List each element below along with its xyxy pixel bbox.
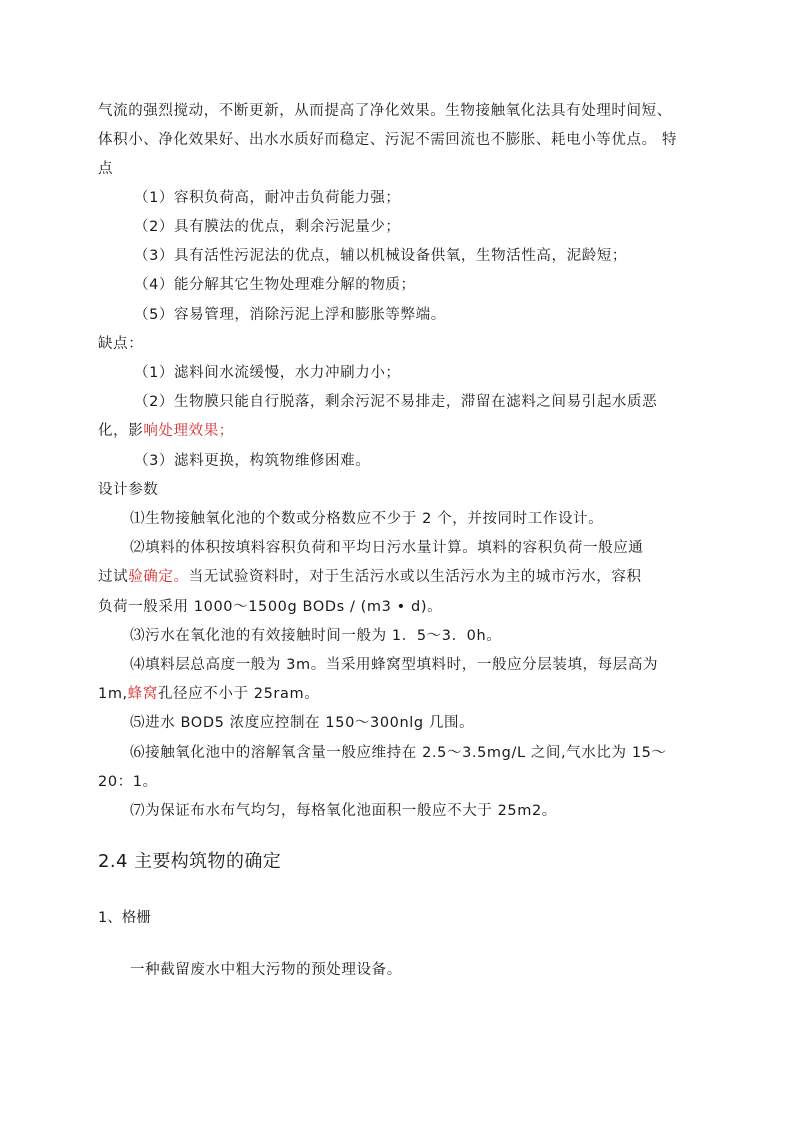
subsection-title: 1、格栅 bbox=[98, 910, 151, 926]
highlight-text: 验确定。 bbox=[128, 569, 189, 585]
design-param-3: ⑶污水在氧化池的有效接触时间一般为 1．5～3．0h。 bbox=[130, 628, 502, 644]
intro-line-1: 气流的强烈搅动，不断更新，从而提高了净化效果。生物接触氧化法具有处理时间短、 bbox=[98, 103, 672, 119]
design-param-1: ⑴生物接触氧化池的个数或分格数应不少于 2 个，并按同时工作设计。 bbox=[130, 511, 604, 527]
subsection-body: 一种截留废水中粗大污物的预处理设备。 bbox=[130, 962, 402, 978]
section-heading: 2.4 主要构筑物的确定 bbox=[98, 851, 282, 872]
feature-item-1: （1）容积负荷高，耐冲击负荷能力强； bbox=[134, 190, 401, 206]
design-param-2-line-2 bbox=[98, 567, 642, 587]
design-param-2-line-1: ⑵填料的体积按填料容积负荷和平均日污水量计算。填料的容积负荷一般应通 bbox=[130, 540, 644, 556]
highlight-text: 蜂窝 bbox=[127, 686, 158, 702]
design-param-4-text-a: 1m, bbox=[98, 686, 128, 702]
design-param-4-text-b: 孔径应不小于 25ram。 bbox=[157, 686, 320, 702]
drawback-item-3: （3）滤料更换，构筑物维修困难。 bbox=[134, 453, 371, 469]
feature-item-2: （2）具有膜法的优点，剩余污泥量少； bbox=[134, 219, 401, 235]
drawback-item-2-text: 化，影 bbox=[98, 423, 144, 439]
drawback-item-2-line-1: （2）生物膜只能自行脱落，剩余污泥不易排走，滞留在滤料之间易引起水质恶 bbox=[134, 394, 658, 410]
feature-item-4: （4）能分解其它生物处理难分解的物质； bbox=[134, 277, 416, 293]
design-param-7: ⑺为保证布水布气均匀，每格氧化池面积一般应不大于 25m2。 bbox=[130, 803, 557, 819]
drawbacks-title: 缺点： bbox=[98, 336, 144, 352]
design-param-2-text-a: 过试 bbox=[98, 569, 129, 585]
drawback-item-1: （1）滤料间水流缓慢，水力冲刷力小； bbox=[134, 365, 401, 381]
design-param-4-line-1: ⑷填料层总高度一般为 3m。当采用蜂窝型填料时，一般应分层装填，每层高为 bbox=[130, 657, 659, 673]
design-params-title: 设计参数 bbox=[98, 482, 159, 498]
design-param-2-line-3: 负荷一般采用 1000～1500g BODs / (m3 • d)。 bbox=[98, 599, 443, 615]
feature-item-3: （3）具有活性污泥法的优点，辅以机械设备供氧，生物活性高，泥龄短； bbox=[134, 248, 628, 264]
highlight-text: 响处理效果； bbox=[143, 423, 234, 439]
design-param-2-text-b: 当无试验资料时，对于生活污水或以生活污水为主的城市污水，容积 bbox=[188, 569, 642, 585]
drawback-item-2-line-2 bbox=[98, 421, 234, 441]
design-param-4-line-2 bbox=[98, 684, 319, 704]
intro-line-2: 体积小、净化效果好、出水水质好而稳定、污泥不需回流也不膨胀、耗电小等优点。 特 bbox=[98, 132, 678, 148]
intro-line-3: 点 bbox=[98, 161, 114, 177]
design-param-6-line-1: ⑹接触氧化池中的溶解氧含量一般应维持在 2.5～3.5mg/L 之间,气水比为 15～ bbox=[130, 745, 667, 761]
design-param-6-line-2: 20：1。 bbox=[98, 774, 158, 790]
feature-item-5: （5）容易管理，消除污泥上浮和膨胀等弊端。 bbox=[134, 307, 446, 323]
design-param-5: ⑸进水 BOD5 浓度应控制在 150～300nlg 几围。 bbox=[130, 715, 475, 731]
